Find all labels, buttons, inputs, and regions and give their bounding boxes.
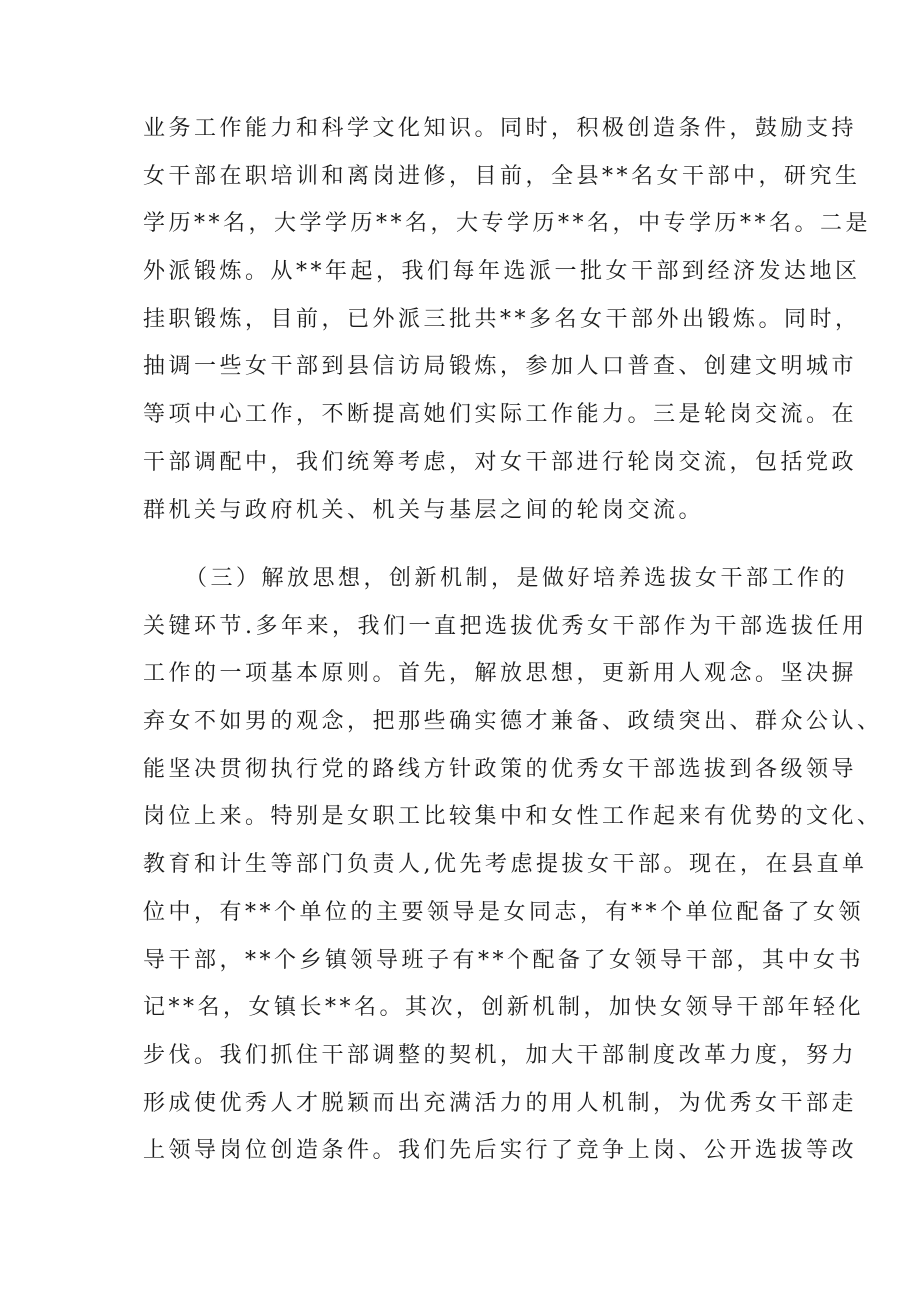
paragraph-training xyxy=(143,105,872,534)
text-line: 弃女不如男的观念，把那些确实德才兼备、政绩突出、群众公认、 xyxy=(143,709,883,735)
text-line: 岗位上来。特别是女职工比较集中和女性工作起来有优势的文化、 xyxy=(143,804,883,830)
text-line: 业务工作能力和科学文化知识。同时，积极创造条件，鼓励支持 xyxy=(143,116,858,141)
text-line: （三）解放思想，创新机制，是做好培养选拔女干部工作的 xyxy=(143,566,848,591)
text-line: 外派锻炼。从**年起，我们每年选派一批女干部到经济发达地区 xyxy=(143,259,861,285)
paragraph-section-three xyxy=(143,555,883,1175)
text-line: 干部调配中，我们统筹考虑，对女干部进行轮岗交流，包括党政 xyxy=(143,449,858,475)
text-line: 工作的一项基本原则。首先，解放思想，更新用人观念。坚决摒 xyxy=(143,661,858,687)
text-line: 关键环节.多年来，我们一直把选拔优秀女干部作为干部选拔任用 xyxy=(143,613,868,639)
text-line: 上领导岗位创造条件。我们先后实行了竞争上岗、公开选拔等改 xyxy=(143,1138,858,1164)
text-line: 学历**名，大学学历**名，大专学历**名，中专学历**名。二是 xyxy=(143,211,872,237)
text-line: 女干部在职培训和离岗进修，目前，全县**名女干部中，研究生 xyxy=(143,163,861,189)
text-line: 抽调一些女干部到县信访局锻炼，参加人口普查、创建文明城市 xyxy=(143,354,858,380)
text-line: 能坚决贯彻执行党的路线方针政策的优秀女干部选拔到各级领导 xyxy=(143,756,858,782)
text-line: 等项中心工作，不断提高她们实际工作能力。三是轮岗交流。在 xyxy=(143,402,858,428)
text-line: 步伐。我们抓住干部调整的契机，加大干部制度改革力度，努力 xyxy=(143,1042,858,1068)
text-line: 群机关与政府机关、机关与基层之间的轮岗交流。 xyxy=(143,497,705,523)
text-line: 导干部，**个乡镇领导班子有**个配备了女领导干部，其中女书 xyxy=(143,947,865,973)
text-line: 记**名，女镇长**名。其次，创新机制，加快女领导干部年轻化 xyxy=(143,995,865,1021)
text-line: 形成使优秀人才脱颖而出充满活力的用人机制，为优秀女干部走 xyxy=(143,1090,858,1116)
text-line: 位中，有**个单位的主要领导是女同志，有**个单位配备了女领 xyxy=(143,899,865,925)
text-line: 挂职锻炼，目前，已外派三批共**多名女干部外出锻炼。同时， xyxy=(143,306,861,332)
text-line: 教育和计生等部门负责人,优先考虑提拔女干部。现在，在县直单 xyxy=(143,852,868,878)
